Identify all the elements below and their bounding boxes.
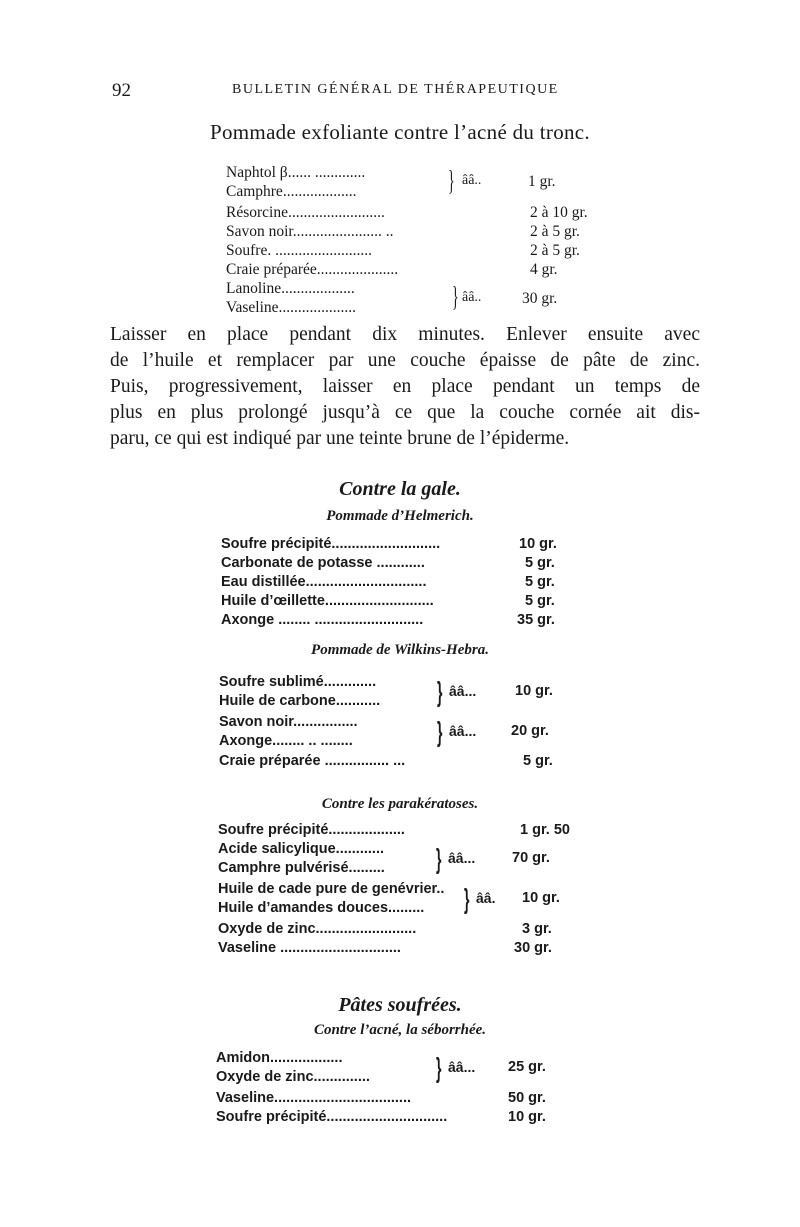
section-title-gale: Contre la gale.: [339, 478, 461, 500]
ingredient-quantity: 1 gr.: [528, 173, 556, 190]
running-title: BULLETIN GÉNÉRAL DE THÉRAPEUTIQUE: [232, 82, 559, 97]
ingredient-quantity: 2 à 5 gr.: [530, 242, 580, 259]
ingredient-name: Huile de carbone...........: [219, 693, 381, 709]
ana-mark: ââ...: [449, 683, 477, 699]
ingredient-name: Soufre précipité..............................: [216, 1109, 448, 1125]
subsection-title-acne: Contre l’acné, la séborrhée.: [313, 1022, 487, 1038]
ana-mark: ââ..: [462, 173, 482, 188]
section-title-parakeratoses: Contre les parakératoses.: [321, 796, 479, 812]
ingredient-quantity: 5 gr.: [525, 555, 555, 571]
ingredient-name: Huile d’œillette...........................: [221, 593, 434, 609]
paragraph-line: Laisser en place pendant dix minutes. Enlever ensuite avec: [110, 324, 700, 345]
brace: }: [436, 1052, 442, 1083]
ingredient-quantity: 2 à 5 gr.: [530, 223, 580, 240]
ingredient-name: Axonge........ .. ........: [219, 733, 353, 749]
ingredient-quantity: 25 gr.: [508, 1059, 546, 1075]
paragraph-line: paru, ce qui est indiqué par une teinte brune de l’épiderme.: [110, 428, 570, 449]
ingredient-quantity: 50 gr.: [508, 1090, 546, 1106]
ingredient-name: Oxyde de zinc.........................: [218, 921, 417, 937]
paragraph-line: Puis, progressivement, laisser en place pendant un temps de: [110, 376, 700, 397]
ingredient-name: Carbonate de potasse ............: [221, 555, 425, 571]
subsection-title-helmerich: Pommade d’Helmerich.: [326, 508, 474, 524]
ingredient-name: Soufre précipité...................: [218, 822, 405, 838]
ingredient-name: Camphre...................: [226, 183, 357, 200]
brace: }: [448, 166, 455, 197]
ingredient-name: Acide salicylique............: [218, 841, 385, 857]
ingredient-name: Naphtol β...... .............: [226, 164, 366, 181]
paragraph-line: plus en plus prolongé jusqu’à ce que la couche cornée ait dis-: [110, 402, 700, 423]
ingredient-quantity: 2 à 10 gr.: [530, 204, 588, 221]
ingredient-name: Soufre. .........................: [226, 242, 372, 259]
brace: }: [452, 282, 459, 313]
ana-mark: ââ...: [448, 850, 476, 866]
ingredient-quantity: 30 gr.: [522, 290, 558, 307]
ingredient-name: Amidon..................: [216, 1050, 343, 1066]
ana-mark: ââ...: [449, 723, 477, 739]
page-number: 92: [112, 80, 131, 101]
brace: }: [437, 716, 443, 747]
section-title-pates: Pâtes soufrées.: [338, 994, 462, 1016]
ingredient-quantity: 30 gr.: [514, 940, 552, 956]
brace: }: [436, 843, 442, 874]
ingredient-name: Résorcine.........................: [226, 204, 385, 221]
ana-mark: ââ.: [476, 890, 496, 906]
ingredient-quantity: 10 gr.: [508, 1109, 546, 1125]
ingredient-quantity: 3 gr.: [522, 921, 552, 937]
brace: }: [437, 676, 443, 707]
ingredient-name: Huile d’amandes douces.........: [218, 900, 425, 916]
paragraph-line: de l’huile et remplacer par une couche épaisse de pâte de zinc.: [110, 350, 700, 371]
ingredient-quantity: 35 gr.: [517, 612, 555, 628]
subsection-title-wilkins: Pommade de Wilkins-Hebra.: [311, 642, 489, 658]
ingredient-quantity: 5 gr.: [523, 753, 553, 769]
ingredient-name: Vaseline..................................: [216, 1090, 412, 1106]
ingredient-quantity: 10 gr.: [515, 683, 553, 699]
ingredient-quantity: 10 gr.: [522, 890, 560, 906]
ingredient-quantity: 1 gr. 50: [520, 822, 570, 838]
ingredient-quantity: 70 gr.: [512, 850, 550, 866]
ingredient-name: Huile de cade pure de genévrier..: [218, 881, 445, 897]
ingredient-quantity: 10 gr.: [519, 536, 557, 552]
ingredient-name: Eau distillée..............................: [221, 574, 427, 590]
ingredient-name: Soufre précipité...........................: [221, 536, 441, 552]
ingredient-quantity: 5 gr.: [525, 593, 555, 609]
ingredient-quantity: 4 gr.: [530, 261, 558, 278]
section-title-exfoliante: Pommade exfoliante contre l’acné du tronc.: [210, 120, 590, 144]
ingredient-name: Axonge ........ ...........................: [221, 612, 424, 628]
ana-mark: ââ...: [448, 1059, 476, 1075]
brace: }: [464, 883, 470, 914]
ingredient-name: Soufre sublimé.............: [219, 674, 377, 690]
ingredient-name: Vaseline....................: [226, 299, 357, 316]
instructions-paragraph: [110, 322, 700, 452]
ingredient-name: Savon noir................: [219, 714, 358, 730]
ingredient-quantity: 20 gr.: [511, 723, 549, 739]
ingredient-name: Craie préparée ................ ...: [219, 753, 406, 769]
ingredient-name: Vaseline ..............................: [218, 940, 401, 956]
ingredient-quantity: 5 gr.: [525, 574, 555, 590]
ingredient-name: Camphre pulvérisé.........: [218, 860, 385, 876]
ana-mark: ââ..: [462, 290, 482, 305]
ingredient-name: Oxyde de zinc..............: [216, 1069, 370, 1085]
ingredient-name: Lanoline...................: [226, 280, 355, 297]
ingredient-name: Savon noir....................... ..: [226, 223, 394, 240]
ingredient-name: Craie préparée.....................: [226, 261, 399, 278]
